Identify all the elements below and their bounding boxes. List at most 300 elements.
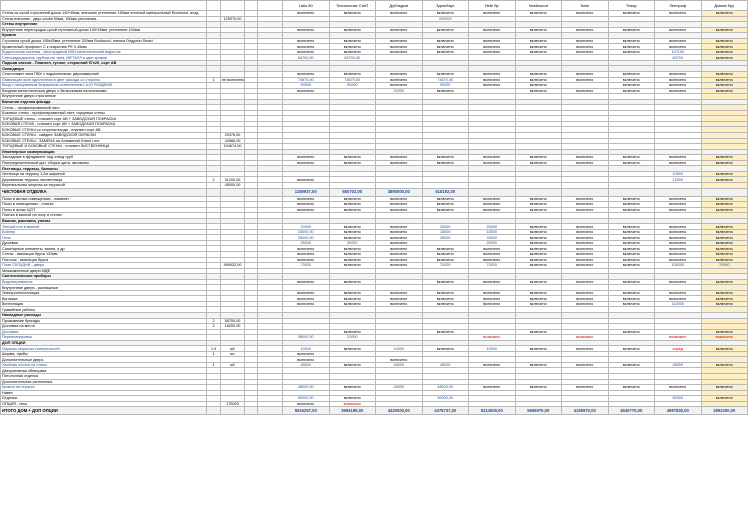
vendor-value-cell[interactable]: включено: [469, 246, 516, 252]
vendor-value-cell[interactable]: включено: [562, 301, 609, 307]
vendor-value-cell[interactable]: включено: [329, 160, 376, 166]
description-cell[interactable]: Внутренние двери строганные: [1, 94, 207, 100]
vendor-value-cell[interactable]: 15000: [422, 229, 469, 235]
description-cell[interactable]: Боковые стены - профилированный лист, торцевые стены: [1, 110, 207, 116]
vendor-value-cell[interactable]: включено: [701, 279, 748, 285]
vendor-value-cell[interactable]: включено: [283, 11, 330, 17]
vendor-value-cell[interactable]: включено: [515, 346, 562, 352]
header-cell-vendor[interactable]: Tезар: [608, 1, 655, 11]
vendor-value-cell[interactable]: включено: [655, 77, 702, 83]
qty-cell[interactable]: 2: [207, 177, 221, 183]
vendor-value-cell[interactable]: включено: [376, 83, 423, 89]
header-cell-vendor[interactable]: Nalo: [562, 1, 609, 11]
vendor-value-cell[interactable]: включено: [608, 296, 655, 302]
vendor-value-cell[interactable]: 20000: [422, 224, 469, 230]
vendor-value-cell[interactable]: включено: [608, 72, 655, 78]
vendor-value-cell[interactable]: включено: [608, 290, 655, 296]
vendor-value-cell[interactable]: включено: [515, 77, 562, 83]
vendor-value-cell[interactable]: включено: [329, 290, 376, 296]
vendor-value-cell[interactable]: 10000: [376, 346, 423, 352]
description-cell[interactable]: Электроинсталляция: [1, 290, 207, 296]
vendor-value-cell[interactable]: включено: [283, 160, 330, 166]
vendor-value-cell[interactable]: включено: [283, 72, 330, 78]
vendor-value-cell[interactable]: включено: [701, 11, 748, 17]
description-cell[interactable]: БОКОВАЯ СТЕНА - планкен сорт АВ + ЗАВОДСКАЯ ПОКРАСКА: [1, 121, 207, 127]
vendor-value-cell[interactable]: включено: [469, 301, 516, 307]
description-cell[interactable]: Окна/двери: [1, 66, 207, 72]
vendor-value-cell[interactable]: [701, 188, 748, 196]
vendor-value-cell[interactable]: включено: [562, 240, 609, 246]
description-cell[interactable]: Отделка: [1, 396, 207, 402]
vendor-value-cell[interactable]: включено: [562, 38, 609, 44]
vendor-value-cell[interactable]: включено: [469, 11, 516, 17]
vendor-value-cell[interactable]: включено: [562, 257, 609, 263]
description-cell[interactable]: Вертикальная опорная за террасой: [1, 182, 207, 188]
vendor-value-cell[interactable]: включено: [655, 88, 702, 94]
vendor-value-cell[interactable]: включено: [562, 207, 609, 213]
qty-cell[interactable]: [207, 407, 221, 415]
description-cell[interactable]: ОПЦИЯ - печь: [1, 401, 207, 407]
vendor-value-cell[interactable]: включено: [515, 44, 562, 50]
vendor-value-cell[interactable]: включено: [329, 329, 376, 335]
vendor-value-cell[interactable]: включено: [701, 155, 748, 161]
vendor-value-cell[interactable]: включено: [469, 77, 516, 83]
vendor-value-cell[interactable]: включено: [515, 329, 562, 335]
vendor-value-cell[interactable]: 5696970,00: [515, 407, 562, 415]
vendor-value-cell[interactable]: включено: [515, 257, 562, 263]
vendor-value-cell[interactable]: 48000: [376, 362, 423, 368]
vendor-value-cell[interactable]: включено: [701, 77, 748, 83]
vendor-value-cell[interactable]: включено: [329, 346, 376, 352]
vendor-value-cell[interactable]: включено: [329, 235, 376, 241]
vendor-value-cell[interactable]: включено: [283, 27, 330, 33]
price-cell[interactable]: 20376,00: [221, 133, 245, 139]
vendor-value-cell[interactable]: 70000: [469, 263, 516, 269]
vendor-value-cell[interactable]: включено: [701, 44, 748, 50]
description-cell[interactable]: БОКОВЫЕ СТЕНЫ со стороны входа - планкен сорт АВ: [1, 127, 207, 133]
vendor-value-cell[interactable]: включено: [469, 257, 516, 263]
vendor-value-cell[interactable]: включено: [422, 27, 469, 33]
vendor-value-cell[interactable]: включено: [608, 202, 655, 208]
vendor-value-cell[interactable]: включено: [422, 88, 469, 94]
vendor-value-cell[interactable]: включено: [469, 296, 516, 302]
vendor-value-cell[interactable]: включено: [329, 251, 376, 257]
vendor-value-cell[interactable]: включено: [283, 251, 330, 257]
description-cell[interactable]: БОКОВЫЕ СТЕНЫ - ЗАМЕНА на Алюминий Grand Line: [1, 138, 207, 144]
description-cell[interactable]: Проживание бригады: [1, 318, 207, 324]
qty-cell[interactable]: 1: [207, 77, 221, 83]
description-cell[interactable]: Инженерные коммуникации: [1, 149, 207, 155]
vendor-value-cell[interactable]: включено: [376, 235, 423, 241]
vendor-value-cell[interactable]: включено: [608, 279, 655, 285]
vendor-value-cell[interactable]: включено: [422, 329, 469, 335]
vendor-value-cell[interactable]: 84700,00: [329, 55, 376, 61]
vendor-value-cell[interactable]: 84700: [655, 55, 702, 61]
description-cell[interactable]: Полы в зонах ЦСП: [1, 207, 207, 213]
description-cell[interactable]: Стены – профилированный лист: [1, 105, 207, 111]
vendor-value-cell[interactable]: включено: [701, 202, 748, 208]
price-cell[interactable]: [221, 188, 245, 196]
description-cell[interactable]: Доставка: [1, 329, 207, 335]
price-cell[interactable]: 125970,00: [221, 16, 245, 22]
vendor-value-cell[interactable]: включено: [515, 72, 562, 78]
description-cell[interactable]: Вытяжка: [1, 296, 207, 302]
vendor-value-cell[interactable]: включено: [422, 346, 469, 352]
description-cell[interactable]: Водонагреватель: [1, 279, 207, 285]
price-cell[interactable]: 175000: [221, 401, 245, 407]
vendor-value-cell[interactable]: включено: [469, 202, 516, 208]
vendor-value-cell[interactable]: включено: [422, 72, 469, 78]
description-cell[interactable]: Входная металлическая дверь с балконными наличниками: [1, 88, 207, 94]
vendor-value-cell[interactable]: включено: [329, 229, 376, 235]
vendor-value-cell[interactable]: включено: [283, 177, 330, 183]
description-cell[interactable]: Хвойная плитка на стены: [1, 362, 207, 368]
vendor-value-cell[interactable]: включено: [422, 155, 469, 161]
vendor-value-cell[interactable]: 4378737,00: [422, 407, 469, 415]
vendor-value-cell[interactable]: включено: [376, 38, 423, 44]
vendor-value-cell[interactable]: включено: [376, 257, 423, 263]
description-cell[interactable]: Кровля на терассе: [1, 385, 207, 391]
vendor-value-cell[interactable]: включено: [562, 290, 609, 296]
vendor-value-cell[interactable]: 26000: [422, 235, 469, 241]
vendor-value-cell[interactable]: возможно: [655, 335, 702, 341]
vendor-value-cell[interactable]: включено: [515, 202, 562, 208]
price-cell[interactable]: 104674,00: [221, 144, 245, 150]
vendor-value-cell[interactable]: включено: [562, 385, 609, 391]
vendor-value-cell[interactable]: включено: [608, 235, 655, 241]
vendor-value-cell[interactable]: включено: [283, 357, 330, 363]
vendor-value-cell[interactable]: включено: [562, 251, 609, 257]
vendor-value-cell[interactable]: включено: [376, 357, 423, 363]
vendor-value-cell[interactable]: включено: [562, 263, 609, 269]
vendor-value-cell[interactable]: включено: [376, 301, 423, 307]
vendor-value-cell[interactable]: включено: [701, 235, 748, 241]
vendor-value-cell[interactable]: включено: [562, 246, 609, 252]
header-cell-vendor[interactable]: Ленпроф: [655, 1, 702, 11]
description-cell[interactable]: Гравийные работы: [1, 307, 207, 313]
description-cell[interactable]: Вход с панорамным безрамным остеклением LAJO РАЗДВИЖ: [1, 83, 207, 89]
vendor-value-cell[interactable]: включено: [376, 207, 423, 213]
vendor-value-cell[interactable]: включено: [608, 38, 655, 44]
vendor-value-cell[interactable]: включено: [422, 38, 469, 44]
vendor-value-cell[interactable]: включено: [701, 83, 748, 89]
vendor-value-cell[interactable]: включено: [422, 11, 469, 17]
vendor-value-cell[interactable]: 3994189,00: [329, 407, 376, 415]
vendor-value-cell[interactable]: включено: [701, 385, 748, 391]
vendor-value-cell[interactable]: включено: [701, 27, 748, 33]
vendor-value-cell[interactable]: включено: [329, 224, 376, 230]
vendor-value-cell[interactable]: 10000: [655, 171, 702, 177]
vendor-value-cell[interactable]: включено: [329, 385, 376, 391]
vendor-value-cell[interactable]: включено: [655, 240, 702, 246]
vendor-value-cell[interactable]: включено: [515, 235, 562, 241]
vendor-value-cell[interactable]: включено: [515, 27, 562, 33]
vendor-value-cell[interactable]: 70000: [422, 263, 469, 269]
vendor-value-cell[interactable]: включено: [469, 385, 516, 391]
vendor-value-cell[interactable]: 48000: [283, 362, 330, 368]
vendor-value-cell[interactable]: включено: [515, 362, 562, 368]
vendor-value-cell[interactable]: включено: [701, 290, 748, 296]
vendor-value-cell[interactable]: 22000: [329, 335, 376, 341]
vendor-value-cell[interactable]: 25000: [283, 240, 330, 246]
description-cell[interactable]: Доставка на место: [1, 324, 207, 330]
vendor-value-cell[interactable]: включено: [701, 362, 748, 368]
vendor-value-cell[interactable]: включено: [329, 279, 376, 285]
vendor-value-cell[interactable]: включено: [655, 279, 702, 285]
description-cell[interactable]: Стены - имитация бруса 120мм: [1, 251, 207, 257]
vendor-value-cell[interactable]: включено: [701, 240, 748, 246]
vendor-value-cell[interactable]: включено: [701, 229, 748, 235]
vendor-value-cell[interactable]: включено: [655, 235, 702, 241]
vendor-value-cell[interactable]: [469, 188, 516, 196]
description-cell[interactable]: Накладные расходы: [1, 312, 207, 318]
header-cell-unit[interactable]: [245, 1, 258, 11]
vendor-value-cell[interactable]: включено: [701, 346, 748, 352]
vendor-value-cell[interactable]: включено: [422, 251, 469, 257]
vendor-value-cell[interactable]: включено: [283, 88, 330, 94]
vendor-value-cell[interactable]: включено: [283, 44, 330, 50]
vendor-value-cell[interactable]: включено: [329, 27, 376, 33]
vendor-value-cell[interactable]: включено: [422, 202, 469, 208]
description-cell[interactable]: ТОРЦЕВЫЕ стены - планкен сорт АВ + ЗАВОДСКАЯ ПОКРАСКА: [1, 116, 207, 122]
vendor-value-cell[interactable]: включено: [562, 202, 609, 208]
vendor-value-cell[interactable]: включено: [701, 396, 748, 402]
vendor-value-cell[interactable]: 48000: [422, 362, 469, 368]
vendor-value-cell[interactable]: включено: [655, 385, 702, 391]
price-cell[interactable]: м2: [221, 346, 245, 352]
vendor-value-cell[interactable]: 48000,00: [283, 385, 330, 391]
vendor-value-cell[interactable]: 26000: [469, 235, 516, 241]
vendor-value-cell[interactable]: [562, 188, 609, 196]
vendor-value-cell[interactable]: 10000: [283, 346, 330, 352]
vendor-value-cell[interactable]: 12000: [655, 177, 702, 183]
vendor-value-cell[interactable]: 25000: [469, 240, 516, 246]
qty-cell[interactable]: 2: [207, 318, 221, 324]
vendor-value-cell[interactable]: возможно: [329, 401, 376, 407]
vendor-value-cell[interactable]: 50000: [655, 396, 702, 402]
vendor-value-cell[interactable]: включено: [469, 290, 516, 296]
vendor-value-cell[interactable]: включено: [701, 246, 748, 252]
vendor-value-cell[interactable]: включено: [655, 27, 702, 33]
vendor-value-cell[interactable]: включено: [329, 155, 376, 161]
vendor-value-cell[interactable]: 15000: [469, 229, 516, 235]
vendor-value-cell[interactable]: включено: [469, 251, 516, 257]
vendor-value-cell[interactable]: включено: [515, 290, 562, 296]
price-cell[interactable]: м2: [221, 362, 245, 368]
vendor-value-cell[interactable]: 74670,00: [422, 77, 469, 83]
vendor-value-cell[interactable]: включено: [655, 290, 702, 296]
vendor-value-cell[interactable]: включено: [469, 38, 516, 44]
vendor-value-cell[interactable]: включено: [608, 329, 655, 335]
vendor-value-cell[interactable]: включено: [562, 77, 609, 83]
vendor-value-cell[interactable]: включено: [376, 72, 423, 78]
vendor-value-cell[interactable]: 90000: [329, 83, 376, 89]
vendor-value-cell[interactable]: включено: [469, 279, 516, 285]
vendor-value-cell[interactable]: включено: [701, 329, 748, 335]
vendor-value-cell[interactable]: 70000: [701, 263, 748, 269]
vendor-value-cell[interactable]: включено: [329, 44, 376, 50]
vendor-value-cell[interactable]: включено: [422, 207, 469, 213]
vendor-value-cell[interactable]: включено: [283, 401, 330, 407]
vendor-value-cell[interactable]: включено: [283, 202, 330, 208]
description-cell[interactable]: Навес: [1, 390, 207, 396]
vendor-value-cell[interactable]: 20000: [283, 224, 330, 230]
vendor-value-cell[interactable]: включено: [376, 49, 423, 55]
vendor-value-cell[interactable]: включено: [376, 251, 423, 257]
description-cell[interactable]: Душевая: [1, 240, 207, 246]
vendor-value-cell[interactable]: включено: [608, 246, 655, 252]
description-cell[interactable]: Полы в жилых помещениях - ламинат: [1, 196, 207, 202]
description-cell[interactable]: Ширма, тумбы: [1, 351, 207, 357]
vendor-value-cell[interactable]: 10000: [469, 346, 516, 352]
vendor-value-cell[interactable]: 20000: [469, 224, 516, 230]
description-cell[interactable]: Кровельный профлист С к покрытию РЕ 0,45мм: [1, 44, 207, 50]
vendor-value-cell[interactable]: включено: [562, 196, 609, 202]
vendor-value-cell[interactable]: включено: [515, 279, 562, 285]
vendor-value-cell[interactable]: 110000: [655, 301, 702, 307]
vendor-value-cell[interactable]: включено: [608, 44, 655, 50]
vendor-value-cell[interactable]: включено: [562, 11, 609, 17]
vendor-value-cell[interactable]: включено: [701, 207, 748, 213]
vendor-value-cell[interactable]: включено: [376, 155, 423, 161]
vendor-value-cell[interactable]: включено: [608, 240, 655, 246]
description-cell[interactable]: Вентиляция: [1, 301, 207, 307]
vendor-value-cell[interactable]: включено: [329, 362, 376, 368]
header-cell-price[interactable]: [221, 1, 245, 11]
vendor-value-cell[interactable]: 518192,00: [422, 188, 469, 196]
vendor-value-cell[interactable]: включено: [608, 362, 655, 368]
vendor-value-cell[interactable]: включено: [469, 160, 516, 166]
vendor-value-cell[interactable]: включено: [376, 296, 423, 302]
unit-cell[interactable]: [245, 188, 258, 196]
vendor-value-cell[interactable]: включено: [655, 257, 702, 263]
vendor-value-cell[interactable]: включено: [469, 155, 516, 161]
vendor-value-cell[interactable]: 4155970,00: [562, 407, 609, 415]
vendor-value-cell[interactable]: включено: [515, 246, 562, 252]
qty-cell[interactable]: 2: [207, 324, 221, 330]
description-cell[interactable]: Кровля: [1, 33, 207, 39]
description-cell[interactable]: Межкомнатные двери МДФ: [1, 268, 207, 274]
vendor-value-cell[interactable]: включено: [608, 160, 655, 166]
vendor-value-cell[interactable]: включено: [283, 257, 330, 263]
description-cell[interactable]: Потолок - имитация бруса: [1, 257, 207, 263]
vendor-value-cell[interactable]: 200000: [422, 16, 469, 22]
vendor-value-cell[interactable]: 48000,00: [422, 385, 469, 391]
qty-cell[interactable]: 1: [207, 362, 221, 368]
vendor-value-cell[interactable]: включено: [562, 235, 609, 241]
vendor-value-cell[interactable]: включено: [422, 296, 469, 302]
vendor-value-cell[interactable]: включено: [655, 160, 702, 166]
vendor-value-cell[interactable]: включено: [608, 346, 655, 352]
vendor-value-cell[interactable]: 4987840,00: [655, 407, 702, 415]
vendor-value-cell[interactable]: включено: [655, 72, 702, 78]
description-cell[interactable]: Дополнительные дверь: [1, 357, 207, 363]
vendor-value-cell[interactable]: включено: [283, 38, 330, 44]
vendor-value-cell[interactable]: включено: [329, 396, 376, 402]
vendor-value-cell[interactable]: включено: [376, 246, 423, 252]
vendor-value-cell[interactable]: включено: [608, 385, 655, 391]
header-cell-vendor[interactable]: ЗдемХаус: [422, 1, 469, 11]
description-cell[interactable]: Лестницы, террасы, балконы: [1, 166, 207, 172]
vendor-value-cell[interactable]: включено: [655, 155, 702, 161]
description-cell[interactable]: БОКОВЫЕ СТЕНЫ - сайдинг ЗАВОДСКОЙ ОКРАСКИ: [1, 133, 207, 139]
vendor-value-cell[interactable]: включено: [376, 290, 423, 296]
vendor-value-cell[interactable]: включено: [329, 202, 376, 208]
vendor-value-cell[interactable]: включено: [562, 49, 609, 55]
description-cell[interactable]: Стены внутренние: [1, 22, 207, 28]
vendor-value-cell[interactable]: включено: [608, 49, 655, 55]
vendor-value-cell[interactable]: включено: [562, 27, 609, 33]
qty-cell[interactable]: 1: [207, 351, 221, 357]
vendor-value-cell[interactable]: 36000,00: [283, 335, 330, 341]
vendor-value-cell[interactable]: 48000: [655, 362, 702, 368]
vendor-value-cell[interactable]: включено: [376, 229, 423, 235]
vendor-value-cell[interactable]: 107100: [655, 49, 702, 55]
vendor-value-cell[interactable]: 5314500,00: [469, 407, 516, 415]
description-cell[interactable]: Лестница на террасу 1,2м шириной: [1, 171, 207, 177]
vendor-value-cell[interactable]: включено: [655, 44, 702, 50]
vendor-value-cell[interactable]: включено: [701, 55, 748, 61]
vendor-value-cell[interactable]: включено: [701, 177, 748, 183]
vendor-value-cell[interactable]: включено: [376, 224, 423, 230]
vendor-value-cell[interactable]: включено: [469, 72, 516, 78]
vendor-value-cell[interactable]: включено: [562, 44, 609, 50]
vendor-value-cell[interactable]: включено: [655, 251, 702, 257]
vendor-value-cell[interactable]: включено: [283, 296, 330, 302]
spacer-cell[interactable]: [258, 188, 283, 196]
vendor-value-cell[interactable]: включено: [283, 351, 330, 357]
vendor-value-cell[interactable]: 105000: [655, 263, 702, 269]
vendor-value-cell[interactable]: включено: [515, 83, 562, 89]
qty-cell[interactable]: [207, 188, 221, 196]
vendor-value-cell[interactable]: возможно: [701, 335, 748, 341]
vendor-value-cell[interactable]: включено: [469, 83, 516, 89]
vendor-value-cell[interactable]: включено: [655, 229, 702, 235]
vendor-value-cell[interactable]: включено: [283, 49, 330, 55]
description-cell[interactable]: ИТОГО ДОМ + ДОП ОПЦИИ: [1, 407, 207, 415]
vendor-value-cell[interactable]: включено: [422, 301, 469, 307]
vendor-value-cell[interactable]: включено: [515, 251, 562, 257]
vendor-value-cell[interactable]: включено: [515, 229, 562, 235]
vendor-value-cell[interactable]: включено: [562, 160, 609, 166]
vendor-value-cell[interactable]: включено: [515, 38, 562, 44]
description-cell[interactable]: ЧИСТОВАЯ ОТДЕЛКА: [1, 188, 207, 196]
vendor-value-cell[interactable]: включено: [329, 263, 376, 269]
description-cell[interactable]: Ламинация окон однотонная в цвет фасада со стороны: [1, 77, 207, 83]
vendor-value-cell[interactable]: включено: [329, 11, 376, 17]
vendor-value-cell[interactable]: включено: [329, 257, 376, 263]
vendor-value-cell[interactable]: 4420000,00: [376, 407, 423, 415]
vendor-value-cell[interactable]: включено: [515, 385, 562, 391]
vendor-value-cell[interactable]: 5016257,00: [283, 407, 330, 415]
vendor-value-cell[interactable]: включено: [655, 83, 702, 89]
description-cell[interactable]: Водосточная система , многорядный ИЛИ металлический водосток: [1, 49, 207, 55]
description-cell[interactable]: Распределительный щит, сборка щита, автоматы: [1, 160, 207, 166]
vendor-value-cell[interactable]: включено: [376, 44, 423, 50]
vendor-value-cell[interactable]: включено: [701, 251, 748, 257]
vendor-value-cell[interactable]: включено: [701, 160, 748, 166]
description-cell[interactable]: ТОРЦЕВЫЕ И БОКОВЫЕ СТЕНЫ - планкен ЛИСТВЕННИЦА: [1, 144, 207, 150]
description-cell[interactable]: Санитарные элементы, ванна, и др: [1, 246, 207, 252]
vendor-value-cell[interactable]: включено: [515, 296, 562, 302]
vendor-value-cell[interactable]: включено: [422, 160, 469, 166]
vendor-value-cell[interactable]: включено: [515, 11, 562, 17]
price-cell[interactable]: 31200,00: [221, 177, 245, 183]
description-cell[interactable]: Потолочная отделка: [1, 374, 207, 380]
vendor-value-cell[interactable]: включено: [562, 229, 609, 235]
vendor-value-cell[interactable]: 90000: [283, 83, 330, 89]
vendor-value-cell[interactable]: [608, 188, 655, 196]
